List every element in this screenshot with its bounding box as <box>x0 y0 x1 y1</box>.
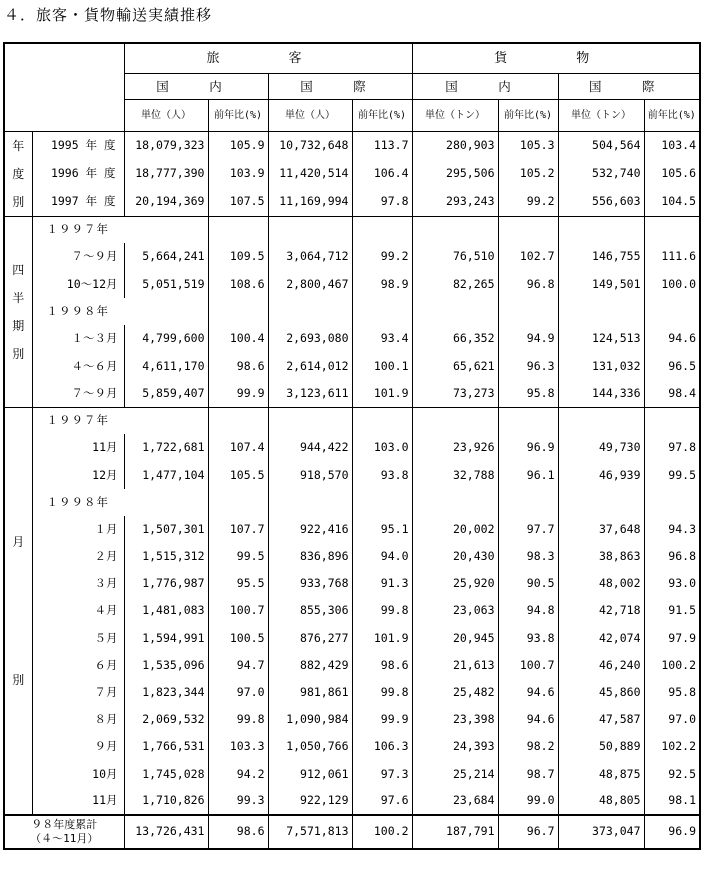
yoy-cell: 93.0 <box>644 570 700 597</box>
yoy-cell: 109.5 <box>208 243 268 270</box>
yoy-cell: 99.8 <box>208 706 268 733</box>
value-cell: 1,776,987 <box>124 570 208 597</box>
yoy-cell: 97.7 <box>498 516 558 543</box>
value-cell: 76,510 <box>412 243 498 270</box>
empty-cell <box>498 489 558 516</box>
yoy-cell: 98.6 <box>208 352 268 379</box>
section-char: 度 <box>12 166 25 181</box>
empty-cell <box>208 298 268 325</box>
yoy-cell: 105.5 <box>208 461 268 488</box>
value-cell: 3,064,712 <box>268 243 352 270</box>
value-cell: 918,570 <box>268 461 352 488</box>
table-row <box>4 733 700 760</box>
yoy-cell: 97.8 <box>352 188 412 216</box>
row-label: ４月 <box>32 597 124 624</box>
cargo-header: 貨 物 <box>412 43 700 73</box>
value-cell: 23,926 <box>412 434 498 461</box>
section-label-monthly <box>4 407 32 815</box>
yoy-cell: 98.4 <box>644 380 700 407</box>
value-cell: 47,587 <box>558 706 644 733</box>
value-cell: 32,788 <box>412 461 498 488</box>
empty-cell <box>412 298 498 325</box>
value-cell: 146,755 <box>558 243 644 270</box>
value-cell: 280,903 <box>412 131 498 159</box>
yoy-cell: 98.1 <box>644 788 700 815</box>
value-cell: 37,648 <box>558 516 644 543</box>
row-label: ５月 <box>32 625 124 652</box>
yoy-header: 前年比(%) <box>352 99 412 131</box>
value-cell: 11,420,514 <box>268 159 352 187</box>
yoy-cell: 102.7 <box>498 243 558 270</box>
empty-cell <box>498 298 558 325</box>
value-cell: 922,129 <box>268 788 352 815</box>
value-cell: 1,766,531 <box>124 733 208 760</box>
value-cell: 23,063 <box>412 597 498 624</box>
row-label: 11月 <box>32 434 124 461</box>
section-char: 月 <box>12 534 25 549</box>
yoy-cell: 96.8 <box>498 271 558 298</box>
value-cell: 144,336 <box>558 380 644 407</box>
section-label-quarterly <box>4 216 32 407</box>
value-cell: 25,214 <box>412 761 498 788</box>
yoy-cell: 97.3 <box>352 761 412 788</box>
yoy-cell: 100.5 <box>208 625 268 652</box>
value-cell: 532,740 <box>558 159 644 187</box>
value-cell: 1,477,104 <box>124 461 208 488</box>
unit-header: 単位（人） <box>268 99 352 131</box>
value-cell: 20,430 <box>412 543 498 570</box>
value-cell: 3,123,611 <box>268 380 352 407</box>
value-cell: 73,273 <box>412 380 498 407</box>
cargo-international-header: 国 際 <box>558 73 700 99</box>
empty-cell <box>644 216 700 243</box>
value-cell: 933,768 <box>268 570 352 597</box>
yoy-cell: 100.1 <box>352 352 412 379</box>
empty-cell <box>268 489 352 516</box>
total-yoy-cell: 98.6 <box>208 815 268 849</box>
empty-cell <box>498 407 558 434</box>
row-label: 10～12月 <box>32 271 124 298</box>
document-title: ４．旅客・貨物輸送実績推移 <box>4 6 213 24</box>
value-cell: 18,079,323 <box>124 131 208 159</box>
value-cell: 912,061 <box>268 761 352 788</box>
value-cell: 48,805 <box>558 788 644 815</box>
table-row <box>4 188 700 216</box>
empty-cell <box>644 489 700 516</box>
yoy-cell: 97.0 <box>644 706 700 733</box>
yoy-header: 前年比(%) <box>208 99 268 131</box>
yoy-cell: 101.9 <box>352 625 412 652</box>
cargo-domestic-header: 国 内 <box>412 73 558 99</box>
row-label: ４～６月 <box>32 352 124 379</box>
corner-cell <box>4 43 124 131</box>
value-cell: 48,002 <box>558 570 644 597</box>
empty-cell <box>412 407 498 434</box>
year-subheader: １９９７年 <box>32 216 124 243</box>
value-cell: 25,482 <box>412 679 498 706</box>
empty-cell <box>124 216 208 243</box>
value-cell: 2,069,532 <box>124 706 208 733</box>
yoy-cell: 97.8 <box>644 434 700 461</box>
yoy-cell: 94.6 <box>498 679 558 706</box>
empty-cell <box>124 489 208 516</box>
total-label <box>4 815 124 849</box>
empty-cell <box>124 298 208 325</box>
empty-cell <box>558 489 644 516</box>
row-label: 1995 年 度 <box>32 131 124 159</box>
year-subheader: １９９８年 <box>46 494 109 509</box>
value-cell: 50,889 <box>558 733 644 760</box>
value-cell: 149,501 <box>558 271 644 298</box>
unit-header: 単位（トン） <box>558 99 644 131</box>
value-cell: 65,621 <box>412 352 498 379</box>
yoy-cell: 92.5 <box>644 761 700 788</box>
transport-results-table <box>3 42 701 850</box>
value-cell: 4,611,170 <box>124 352 208 379</box>
yoy-cell: 94.2 <box>208 761 268 788</box>
yoy-cell: 91.3 <box>352 570 412 597</box>
table-row <box>4 271 700 298</box>
yoy-cell: 99.8 <box>352 597 412 624</box>
yoy-header: 前年比(%) <box>644 99 700 131</box>
section-char: 四 <box>12 262 25 277</box>
row-label: １～３月 <box>32 325 124 352</box>
empty-cell <box>644 298 700 325</box>
yoy-cell: 99.5 <box>208 543 268 570</box>
yoy-cell: 94.3 <box>644 516 700 543</box>
value-cell: 1,090,984 <box>268 706 352 733</box>
total-yoy-cell: 96.9 <box>644 815 700 849</box>
yoy-cell: 96.8 <box>644 543 700 570</box>
empty-cell <box>644 407 700 434</box>
row-label: ８月 <box>32 706 124 733</box>
total-yoy-cell: 96.7 <box>498 815 558 849</box>
table-row <box>4 570 700 597</box>
value-cell: 876,277 <box>268 625 352 652</box>
value-cell: 48,875 <box>558 761 644 788</box>
yoy-cell: 99.9 <box>208 380 268 407</box>
value-cell: 2,693,080 <box>268 325 352 352</box>
value-cell: 46,240 <box>558 652 644 679</box>
value-cell: 11,169,994 <box>268 188 352 216</box>
year-subheader: １９９７年 <box>32 407 124 434</box>
yoy-cell: 99.8 <box>352 679 412 706</box>
section-char: 別 <box>12 346 25 361</box>
value-cell: 46,939 <box>558 461 644 488</box>
value-cell: 1,481,083 <box>124 597 208 624</box>
yoy-cell: 103.3 <box>208 733 268 760</box>
unit-header: 単位（人） <box>124 99 208 131</box>
empty-cell <box>558 407 644 434</box>
year-subheader-row <box>4 489 700 516</box>
total-label-line1: ９８年度累計 <box>31 817 98 831</box>
table-row <box>4 434 700 461</box>
empty-cell <box>208 407 268 434</box>
yoy-cell: 95.8 <box>644 679 700 706</box>
value-cell: 836,896 <box>268 543 352 570</box>
value-cell: 4,799,600 <box>124 325 208 352</box>
empty-cell <box>268 407 352 434</box>
empty-cell <box>352 407 412 434</box>
value-cell: 131,032 <box>558 352 644 379</box>
passenger-domestic-header: 国 内 <box>124 73 268 99</box>
value-cell: 21,613 <box>412 652 498 679</box>
yoy-cell: 100.7 <box>208 597 268 624</box>
section-char: 別 <box>12 194 25 209</box>
yoy-cell: 94.6 <box>644 325 700 352</box>
yoy-cell: 95.5 <box>208 570 268 597</box>
table-row <box>4 543 700 570</box>
yoy-cell: 99.5 <box>644 461 700 488</box>
table-row <box>4 243 700 270</box>
value-cell: 23,684 <box>412 788 498 815</box>
yoy-cell: 93.8 <box>352 461 412 488</box>
yoy-cell: 103.9 <box>208 159 268 187</box>
yoy-cell: 96.9 <box>498 434 558 461</box>
empty-cell <box>412 216 498 243</box>
table-row <box>4 325 700 352</box>
total-value-cell: 373,047 <box>558 815 644 849</box>
yoy-cell: 100.0 <box>644 271 700 298</box>
table-row <box>4 706 700 733</box>
value-cell: 124,513 <box>558 325 644 352</box>
yoy-cell: 94.9 <box>498 325 558 352</box>
yoy-cell: 90.5 <box>498 570 558 597</box>
table-row <box>4 461 700 488</box>
year-subheader-row <box>4 216 700 243</box>
total-row <box>4 815 700 849</box>
yoy-cell: 99.9 <box>352 706 412 733</box>
empty-cell <box>208 489 268 516</box>
value-cell: 295,506 <box>412 159 498 187</box>
yoy-cell: 106.3 <box>352 733 412 760</box>
value-cell: 1,745,028 <box>124 761 208 788</box>
value-cell: 24,393 <box>412 733 498 760</box>
value-cell: 1,710,826 <box>124 788 208 815</box>
yoy-cell: 99.2 <box>352 243 412 270</box>
value-cell: 944,422 <box>268 434 352 461</box>
yoy-cell: 99.3 <box>208 788 268 815</box>
row-label: ７月 <box>32 679 124 706</box>
empty-cell <box>498 216 558 243</box>
value-cell: 20,194,369 <box>124 188 208 216</box>
value-cell: 922,416 <box>268 516 352 543</box>
empty-cell <box>268 298 352 325</box>
year-subheader: １９９８年 <box>46 304 109 319</box>
value-cell: 1,535,096 <box>124 652 208 679</box>
yoy-cell: 93.4 <box>352 325 412 352</box>
yoy-cell: 106.4 <box>352 159 412 187</box>
table-row <box>4 131 700 159</box>
yoy-cell: 105.9 <box>208 131 268 159</box>
value-cell: 38,863 <box>558 543 644 570</box>
yoy-cell: 94.8 <box>498 597 558 624</box>
empty-cell <box>352 489 412 516</box>
table-row <box>4 352 700 379</box>
value-cell: 293,243 <box>412 188 498 216</box>
table-row <box>4 652 700 679</box>
yoy-cell: 101.9 <box>352 380 412 407</box>
year-subheader-row <box>4 298 700 325</box>
yoy-cell: 103.0 <box>352 434 412 461</box>
yoy-header: 前年比(%) <box>498 99 558 131</box>
yoy-cell: 94.7 <box>208 652 268 679</box>
row-label: 12月 <box>32 461 124 488</box>
value-cell: 2,800,467 <box>268 271 352 298</box>
row-label: ３月 <box>32 570 124 597</box>
yoy-cell: 98.2 <box>498 733 558 760</box>
table-row <box>4 380 700 407</box>
section-label-annual <box>4 131 32 216</box>
value-cell: 18,777,390 <box>124 159 208 187</box>
row-label: 1996 年 度 <box>32 159 124 187</box>
value-cell: 45,860 <box>558 679 644 706</box>
total-label-line2: （４～11月） <box>30 831 99 845</box>
yoy-cell: 100.7 <box>498 652 558 679</box>
table-row <box>4 761 700 788</box>
total-value-cell: 7,571,813 <box>268 815 352 849</box>
row-label: ７～９月 <box>32 243 124 270</box>
yoy-cell: 107.7 <box>208 516 268 543</box>
value-cell: 504,564 <box>558 131 644 159</box>
empty-cell <box>352 298 412 325</box>
yoy-cell: 100.4 <box>208 325 268 352</box>
yoy-cell: 91.5 <box>644 597 700 624</box>
empty-cell <box>558 298 644 325</box>
value-cell: 556,603 <box>558 188 644 216</box>
value-cell: 882,429 <box>268 652 352 679</box>
value-cell: 5,664,241 <box>124 243 208 270</box>
section-char: 年 <box>12 138 25 153</box>
yoy-cell: 104.5 <box>644 188 700 216</box>
row-label: 1997 年 度 <box>32 188 124 216</box>
table-row <box>4 159 700 187</box>
yoy-cell: 107.5 <box>208 188 268 216</box>
yoy-cell: 107.4 <box>208 434 268 461</box>
yoy-cell: 113.7 <box>352 131 412 159</box>
yoy-cell: 99.0 <box>498 788 558 815</box>
value-cell: 25,920 <box>412 570 498 597</box>
table-row <box>4 597 700 624</box>
yoy-cell: 98.6 <box>352 652 412 679</box>
yoy-cell: 94.0 <box>352 543 412 570</box>
yoy-cell: 97.9 <box>644 625 700 652</box>
yoy-cell: 98.7 <box>498 761 558 788</box>
passenger-header: 旅 客 <box>124 43 412 73</box>
table-row <box>4 516 700 543</box>
value-cell: 49,730 <box>558 434 644 461</box>
total-yoy-cell: 100.2 <box>352 815 412 849</box>
empty-cell <box>208 216 268 243</box>
table-row <box>4 625 700 652</box>
value-cell: 855,306 <box>268 597 352 624</box>
row-label: 11月 <box>32 788 124 815</box>
row-label: １月 <box>32 516 124 543</box>
yoy-cell: 95.8 <box>498 380 558 407</box>
total-value-cell: 13,726,431 <box>124 815 208 849</box>
yoy-cell: 105.3 <box>498 131 558 159</box>
empty-cell <box>558 216 644 243</box>
yoy-cell: 94.6 <box>498 706 558 733</box>
value-cell: 1,823,344 <box>124 679 208 706</box>
value-cell: 1,594,991 <box>124 625 208 652</box>
value-cell: 5,051,519 <box>124 271 208 298</box>
value-cell: 2,614,012 <box>268 352 352 379</box>
yoy-cell: 100.2 <box>644 652 700 679</box>
value-cell: 20,945 <box>412 625 498 652</box>
yoy-cell: 98.3 <box>498 543 558 570</box>
value-cell: 10,732,648 <box>268 131 352 159</box>
value-cell: 42,074 <box>558 625 644 652</box>
value-cell: 981,861 <box>268 679 352 706</box>
empty-cell <box>352 216 412 243</box>
yoy-cell: 105.2 <box>498 159 558 187</box>
section-char: 半 <box>12 290 25 305</box>
yoy-cell: 105.6 <box>644 159 700 187</box>
yoy-cell: 96.5 <box>644 352 700 379</box>
empty-cell <box>268 216 352 243</box>
yoy-cell: 99.2 <box>498 188 558 216</box>
total-value-cell: 187,791 <box>412 815 498 849</box>
row-label: ７～９月 <box>32 380 124 407</box>
yoy-cell: 93.8 <box>498 625 558 652</box>
section-char: 期 <box>12 318 25 333</box>
yoy-cell: 96.1 <box>498 461 558 488</box>
value-cell: 5,859,407 <box>124 380 208 407</box>
empty-cell <box>412 489 498 516</box>
yoy-cell: 111.6 <box>644 243 700 270</box>
yoy-cell: 103.4 <box>644 131 700 159</box>
year-subheader-row <box>4 407 700 434</box>
value-cell: 23,398 <box>412 706 498 733</box>
value-cell: 1,515,312 <box>124 543 208 570</box>
yoy-cell: 97.6 <box>352 788 412 815</box>
passenger-international-header: 国 際 <box>268 73 412 99</box>
value-cell: 20,002 <box>412 516 498 543</box>
empty-cell <box>124 407 208 434</box>
yoy-cell: 97.0 <box>208 679 268 706</box>
yoy-cell: 98.9 <box>352 271 412 298</box>
value-cell: 66,352 <box>412 325 498 352</box>
value-cell: 42,718 <box>558 597 644 624</box>
yoy-cell: 95.1 <box>352 516 412 543</box>
row-label: ９月 <box>32 733 124 760</box>
section-char: 別 <box>12 672 25 687</box>
value-cell: 1,722,681 <box>124 434 208 461</box>
table-row <box>4 679 700 706</box>
value-cell: 82,265 <box>412 271 498 298</box>
table-row <box>4 788 700 815</box>
row-label: ２月 <box>32 543 124 570</box>
value-cell: 1,507,301 <box>124 516 208 543</box>
yoy-cell: 96.3 <box>498 352 558 379</box>
row-label: 10月 <box>32 761 124 788</box>
row-label: ６月 <box>32 652 124 679</box>
yoy-cell: 108.6 <box>208 271 268 298</box>
yoy-cell: 102.2 <box>644 733 700 760</box>
unit-header: 単位（トン） <box>412 99 498 131</box>
value-cell: 1,050,766 <box>268 733 352 760</box>
